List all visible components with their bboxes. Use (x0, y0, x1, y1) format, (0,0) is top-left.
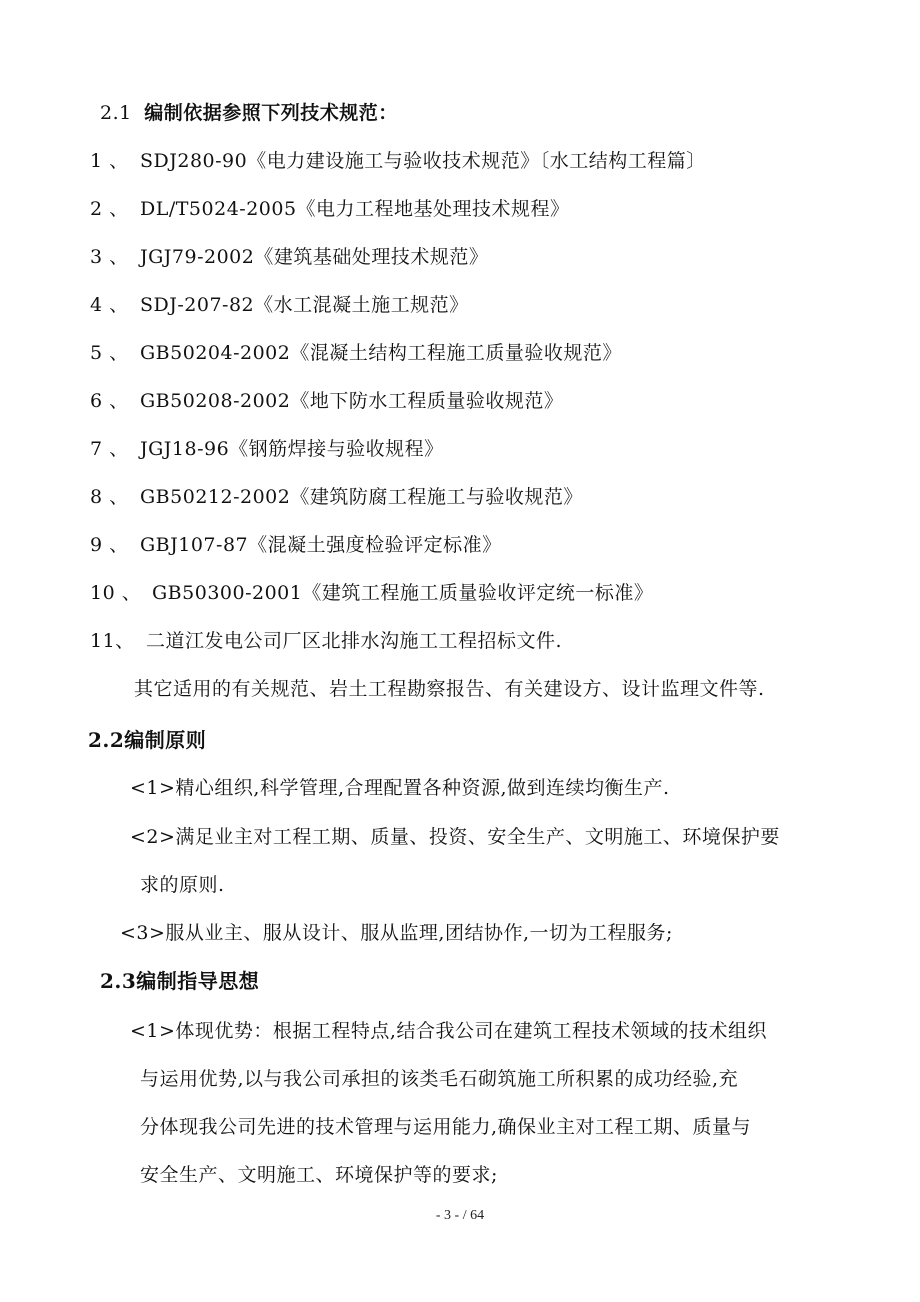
list-item: 5 、 GB50204-2002《混凝土结构工程施工质量验收规范》 (90, 342, 622, 364)
section-2-2-heading: 2.2编制原则 (88, 728, 207, 752)
page-number: - 3 - / 64 (435, 1208, 485, 1223)
list-item: 2 、 DL/T5024-2005《电力工程地基处理技术规程》 (90, 198, 570, 220)
section-number: 2.1 (100, 102, 132, 124)
section-title: 编制依据参照下列技术规范： (144, 102, 398, 124)
principle-2-line-1: <2>满足业主对工程工期、质量、投资、安全生产、文明施工、环境保护要 (130, 826, 780, 848)
list-item: 11、 二道江发电公司厂区北排水沟施工工程招标文件. (90, 630, 563, 652)
list-item: 9 、 GBJ107-87《混凝土强度检验评定标准》 (90, 534, 502, 556)
guideline-1-line-1: <1>体现优势：根据工程特点,结合我公司在建筑工程技术领域的技术组织 (130, 1020, 767, 1042)
list-item: 4 、 SDJ-207-82《水工混凝土施工规范》 (90, 294, 469, 316)
other-references-note: 其它适用的有关规范、岩土工程勘察报告、有关建设方、设计监理文件等. (134, 678, 765, 700)
list-item: 6 、 GB50208-2002《地下防水工程质量验收规范》 (90, 390, 564, 412)
section-2-1-heading (100, 101, 398, 125)
principle-1: <1>精心组织,科学管理,合理配置各种资源,做到连续均衡生产. (130, 777, 670, 799)
guideline-1-line-3: 分体现我公司先进的技术管理与运用能力,确保业主对工程工期、质量与 (140, 1116, 752, 1138)
list-item: 3 、 JGJ79-2002《建筑基础处理技术规范》 (90, 246, 489, 268)
principle-3: <3>服从业主、服从设计、服从监理,团结协作,一切为工程服务; (120, 922, 673, 944)
principle-2-line-2: 求的原则. (140, 874, 225, 896)
list-item: 1 、 SDJ280-90《电力建设施工与验收技术规范》〔水工结构工程篇〕 (90, 150, 706, 172)
list-item: 8 、 GB50212-2002《建筑防腐工程施工与验收规范》 (90, 486, 583, 508)
guideline-1-line-2: 与运用优势,以与我公司承担的该类毛石砌筑施工所积累的成功经验,充 (140, 1068, 739, 1090)
list-item: 7 、 JGJ18-96《钢筋焊接与验收规程》 (90, 438, 444, 460)
guideline-1-line-4: 安全生产、文明施工、环境保护等的要求; (140, 1164, 498, 1186)
section-2-3-heading: 2.3编制指导思想 (100, 969, 260, 993)
list-item: 10 、 GB50300-2001《建筑工程施工质量验收评定统一标准》 (90, 582, 654, 604)
